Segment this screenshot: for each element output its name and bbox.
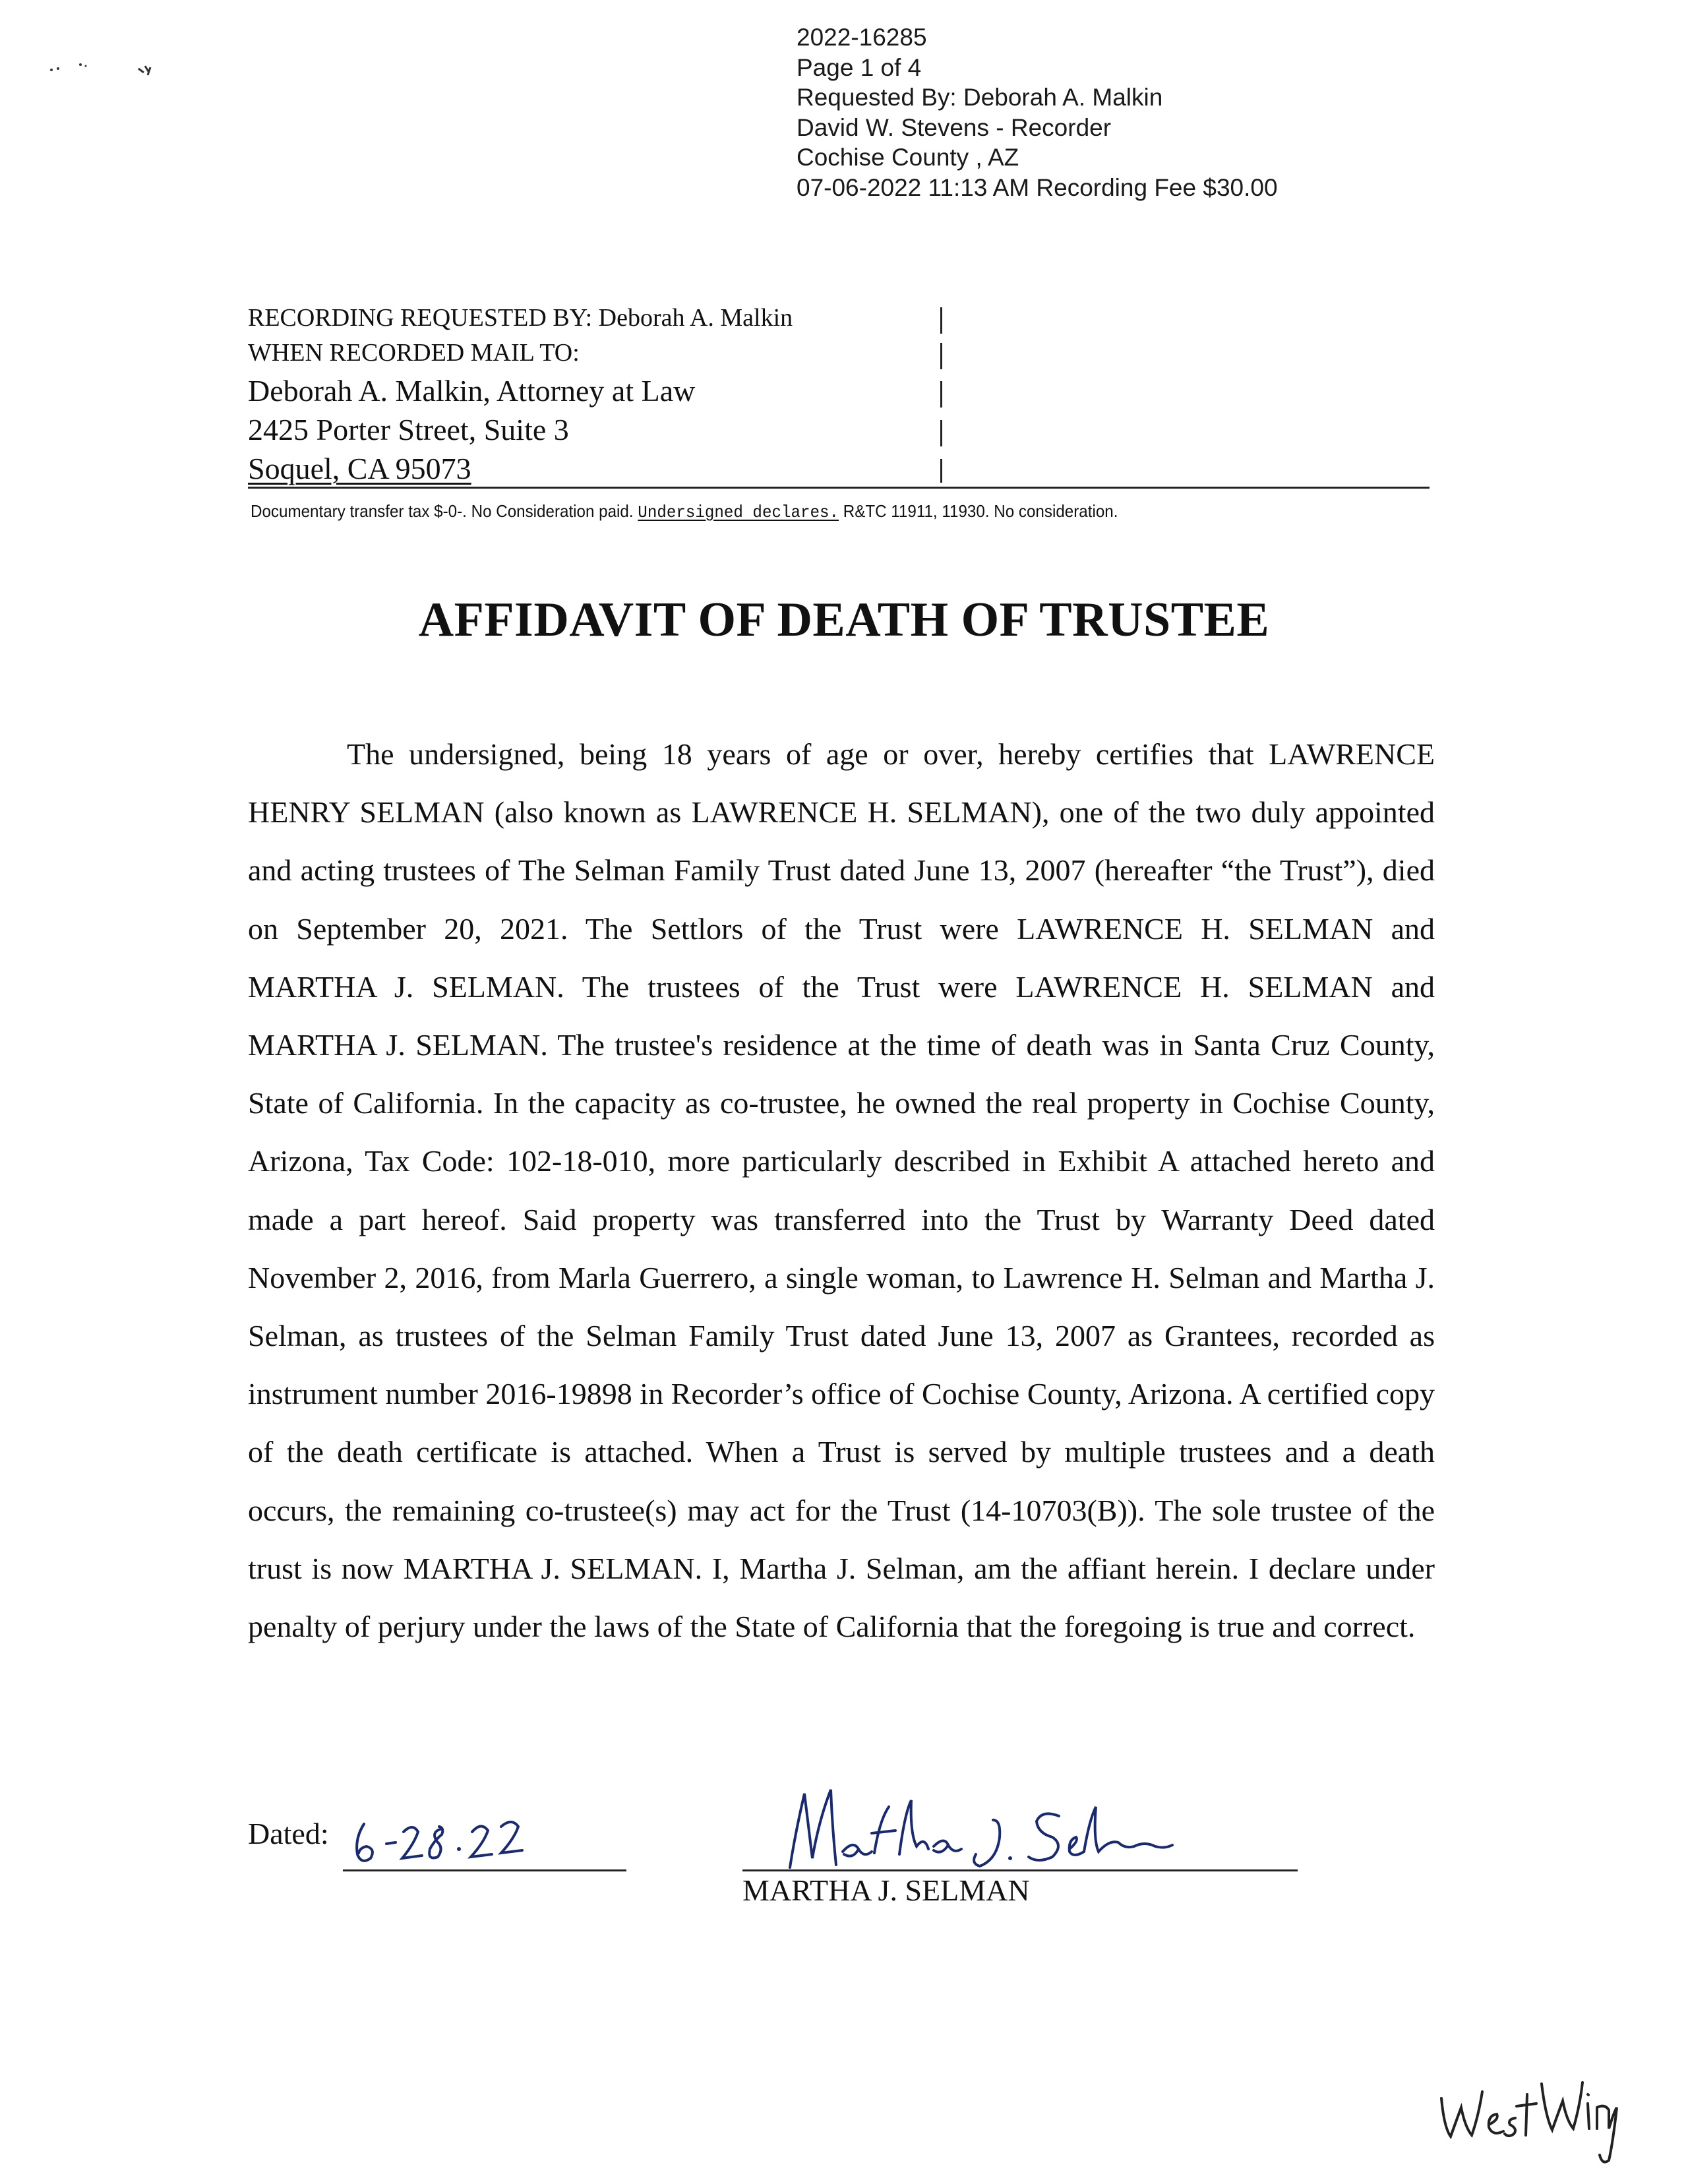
signer-name: MARTHA J. SELMAN	[742, 1873, 1030, 1907]
margin-note	[1436, 2064, 1621, 2169]
mail-to-city: Soquel, CA 95073	[248, 452, 471, 485]
requested-by-stamp: Requested By: Deborah A. Malkin	[797, 84, 1163, 111]
divider-bar	[940, 343, 942, 369]
divider-bar	[940, 459, 942, 483]
transfer-tax-prefix: Documentary transfer tax $-0-. No Consideration paid.	[251, 501, 638, 521]
handwritten-date	[348, 1805, 546, 1871]
recorder-stamp	[797, 22, 1278, 202]
divider-bar	[940, 420, 942, 446]
mail-to-label: WHEN RECORDED MAIL TO:	[248, 339, 580, 367]
recorder-name: David W. Stevens - Recorder	[797, 113, 1112, 141]
document-title: AFFIDAVIT OF DEATH OF TRUSTEE	[418, 593, 1270, 647]
instrument-number: 2022-16285	[797, 24, 927, 51]
block-rule	[248, 487, 1430, 489]
mail-to-street: 2425 Porter Street, Suite 3	[248, 413, 569, 446]
signature-line	[742, 1869, 1298, 1871]
affidavit-body: The undersigned, being 18 years of age or over, hereby certifies that LAWRENCE HENRY SELMAN (also known as LAWRENCE H. SELMAN), one of the two duly appointed and acting trustees of The Selman Family Trust dated June 13, 2007 (hereafter “the Trust”), died on September 20, 2021. The Settlors of the Trust were LAWRENCE H. SELMAN and MARTHA J. SELMAN. The trustees of the Trust were LAWRENCE H. SELMAN and MARTHA J. SELMAN. The trustee's residence at the time of death was in Santa Cruz County, State of California. In the capacity as co-trustee, he owned the real property in Cochise County, Arizona, Tax Code: 102-18-010, more particularly described in Exhibit A attached hereto and made a part hereof. Said property was transferred into the Trust by Warranty Deed dated November 2, 2016, from Marla Guerrero, a single woman, to Lawrence H. Selman and Martha J. Selman, as trustees of the Selman Family Trust dated June 13, 2007 as Grantees, recorded as instrument number 2016-19898 in Recorder’s office of Cochise County, Arizona. A certified copy of the death certificate is attached. When a Trust is served by multiple trustees and a death occurs, the remaining co-trustee(s) may act for the Trust (14-10703(B)). The sole trustee of the trust is now MARTHA J. SELMAN. I, Martha J. Selman, am the affiant herein. I declare under penalty of perjury under the laws of the State of California that the foregoing is true and correct.	[248, 737, 1435, 1644]
transfer-tax-line	[251, 501, 1118, 522]
dated-underline	[343, 1869, 626, 1871]
mail-to-name: Deborah A. Malkin, Attorney at Law	[248, 374, 696, 408]
county: Cochise County , AZ	[797, 144, 1019, 171]
requested-by-line: RECORDING REQUESTED BY: Deborah A. Malkin	[248, 304, 793, 332]
dated-label: Dated:	[248, 1817, 329, 1850]
scan-specks	[40, 53, 211, 92]
recording-date-fee: 07-06-2022 11:13 AM Recording Fee $30.00	[797, 173, 1278, 201]
transfer-tax-typed: Undersigned declares.	[638, 502, 839, 522]
signature	[775, 1780, 1184, 1879]
divider-bar	[940, 307, 942, 334]
transfer-tax-suffix: R&TC 11911, 11930. No consideration.	[839, 501, 1118, 521]
divider-bar	[940, 381, 942, 408]
page-info: Page 1 of 4	[797, 53, 922, 81]
